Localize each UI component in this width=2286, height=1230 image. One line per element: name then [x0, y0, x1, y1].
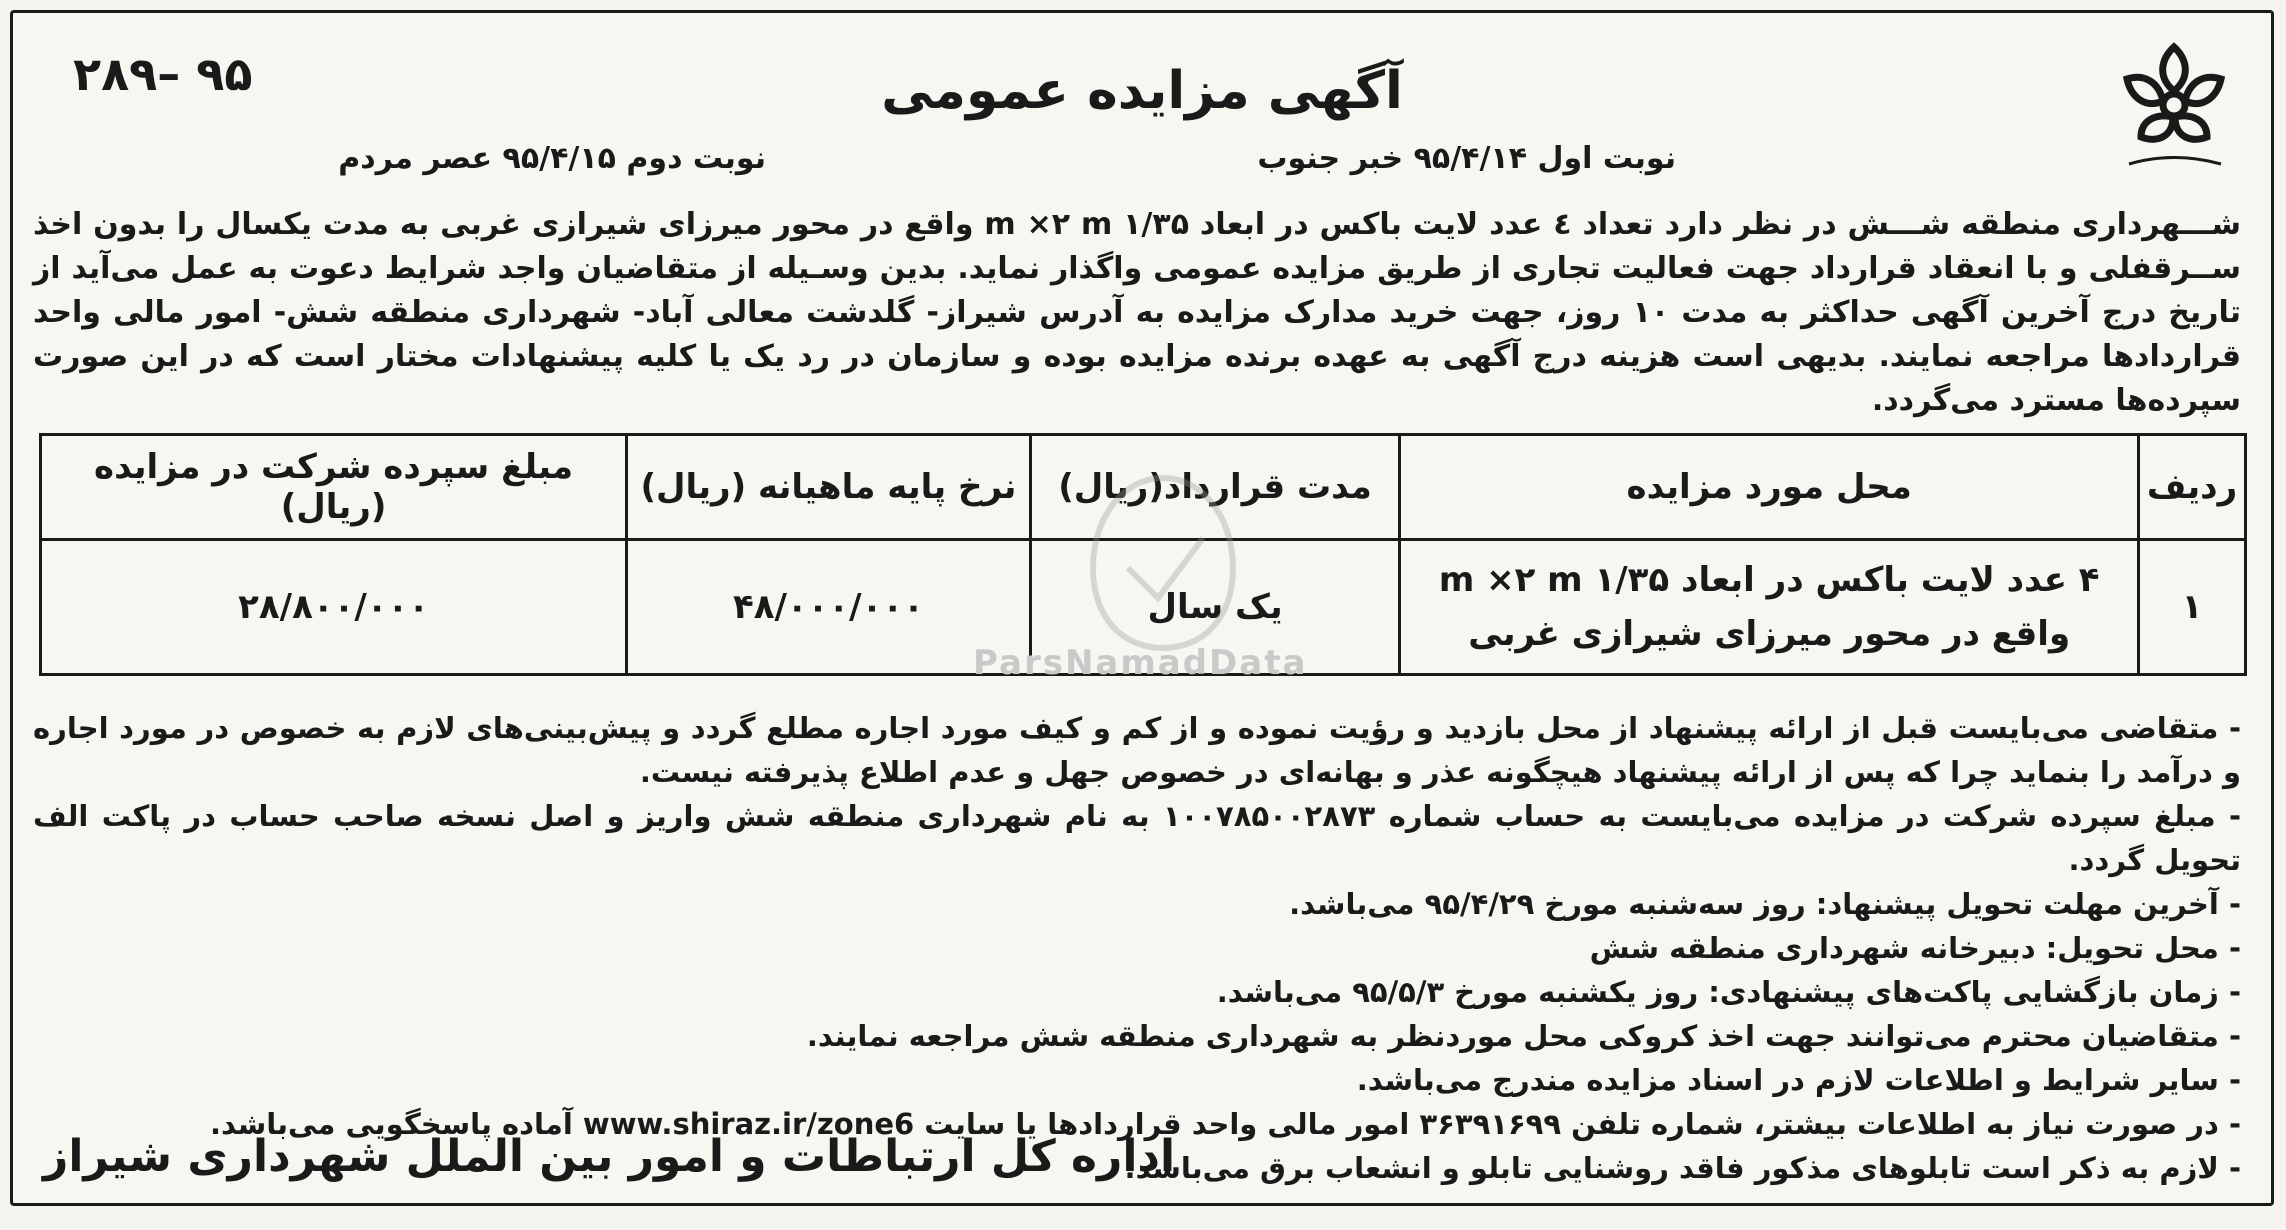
ad-number: ۲۸۹– ۹۵ [73, 47, 253, 101]
cell-monthly-rate: ۴۸/۰۰۰/۰۰۰ [627, 540, 1031, 675]
col-header-duration: مدت قرارداد(ریال) [1030, 435, 1400, 540]
list-item: - متقاضیان محترم می‌توانند جهت اخذ کروکی محل موردنظر به شهرداری منطقه شش مراجعه نمایند. [806, 1019, 2241, 1053]
list-item: - آخرین مهلت تحویل پیشنهاد: روز سه‌شنبه مورخ ۹۵/۴/۲۹ می‌باشد. [1289, 887, 2241, 921]
cell-location [1400, 540, 2139, 675]
second-publication: نوبت دوم ۹۵/۴/۱۵ عصر مردم [338, 141, 766, 176]
list-item: - زمان بازگشایی پاکت‌های پیشنهادی: روز یکشنبه مورخ ۹۵/۵/۳ می‌باشد. [1216, 975, 2241, 1009]
list-item: - سایر شرایط و اطلاعات لازم در اسناد مزایده مندرج می‌باشد. [1356, 1063, 2241, 1097]
table-header-row [41, 435, 2246, 540]
auction-table [39, 433, 2247, 676]
col-header-row-no: ردیف [2139, 435, 2246, 540]
col-header-deposit: مبلغ سپرده شرکت در مزایده (ریال) [41, 435, 627, 540]
list-item: - متقاضی می‌بایست قبل از ارائه پیشنهاد از محل بازدید و رؤیت نموده و از کم و کیف مورد اجاره مطلع گردد و پیش‌بینی‌های لازم به خصوص در مورد اجاره و درآمد را بنماید چرا که پس از ارائه پیشنهاد هیچگونه عذر و بهانه‌ای در خصوص جهل و عدم اطلاع پذیرفته نیست. [33, 711, 2241, 789]
cell-location-line2: واقع در محور میرزای شیرازی غربی [1468, 614, 2071, 654]
list-item: - در صورت نیاز به اطلاعات بیشتر، شماره تلفن ۳۶۳۹۱۶۹۹ امور مالی واحد قراردادها یا سایت www.shiraz.ir/zone6 آماده پاسخگویی می‌باشد. [209, 1107, 2241, 1141]
list-item: - محل تحویل: دبیرخانه شهرداری منطقه شش [1589, 931, 2241, 965]
list-item: - مبلغ سپرده شرکت در مزایده می‌بایست به حساب شماره ۱۰۰۷۸۵۰۰۲۸۷۳ به نام شهرداری منطقه شش واریز و اصل نسخه صاحب حساب در پاکت الف تحویل گردد. [33, 799, 2241, 877]
cell-deposit: ۲۸/۸۰۰/۰۰۰ [41, 540, 627, 675]
cell-location-line1: ۴ عدد لایت باکس در ابعاد ۱/۳۵ m ×۲ m [1438, 560, 2100, 600]
cell-duration: یک سال [1030, 540, 1400, 675]
list-item: - لازم به ذکر است تابلوهای مذکور فاقد روشنایی تابلو و انشعاب برق می‌باشد. [1124, 1151, 2241, 1185]
page-title: آگهی مزایده عمومی [881, 61, 1403, 121]
first-publication: نوبت اول ۹۵/۴/۱۴ خبر جنوب [1257, 141, 1676, 176]
watermark-name: ParsNamadData [973, 643, 1308, 683]
footer-signature: اداره کل ارتباطات و امور بین الملل شهرداری شیراز [43, 1131, 1176, 1182]
col-header-monthly-rate: نرخ پایه ماهیانه (ریال) [627, 435, 1031, 540]
cell-row-no: ۱ [2139, 540, 2246, 675]
auction-notice [10, 10, 2274, 1206]
intro-paragraph: شـــهرداری منطقه شـــش در نظر دارد تعداد ٤ عدد لایت باکس در ابعاد ۱/۳۵ m ×۲ m واقع در محور میرزای شیرازی غربی به مدت یکسال را بدون اخذ ســرقفلی و با انعقاد قرارداد جهت فعالیت تجاری از طریق مزایده عمومی واگذار نماید. بدین وسـیله از متقاضیان واجد شرایط دعوت به عمل می‌آید از تاریخ درج آخرین آگهی حداکثر به مدت ۱۰ روز، جهت خرید مدارک مزایده به آدرس شیراز- گلدشت معالی آباد- شهرداری منطقه شش- امور مالی واحد قراردادها مراجعه نمایند. بدیهی است هزینه درج آگهی به عهده برنده مزایده بوده و سازمان در رد یک یا کلیه پیشنهادات مختار است که در این صورت سپرده‌ها مسترد می‌گردد. [33, 207, 2242, 418]
col-header-location: محل مورد مزایده [1400, 435, 2139, 540]
conditions-list [33, 706, 2241, 1190]
